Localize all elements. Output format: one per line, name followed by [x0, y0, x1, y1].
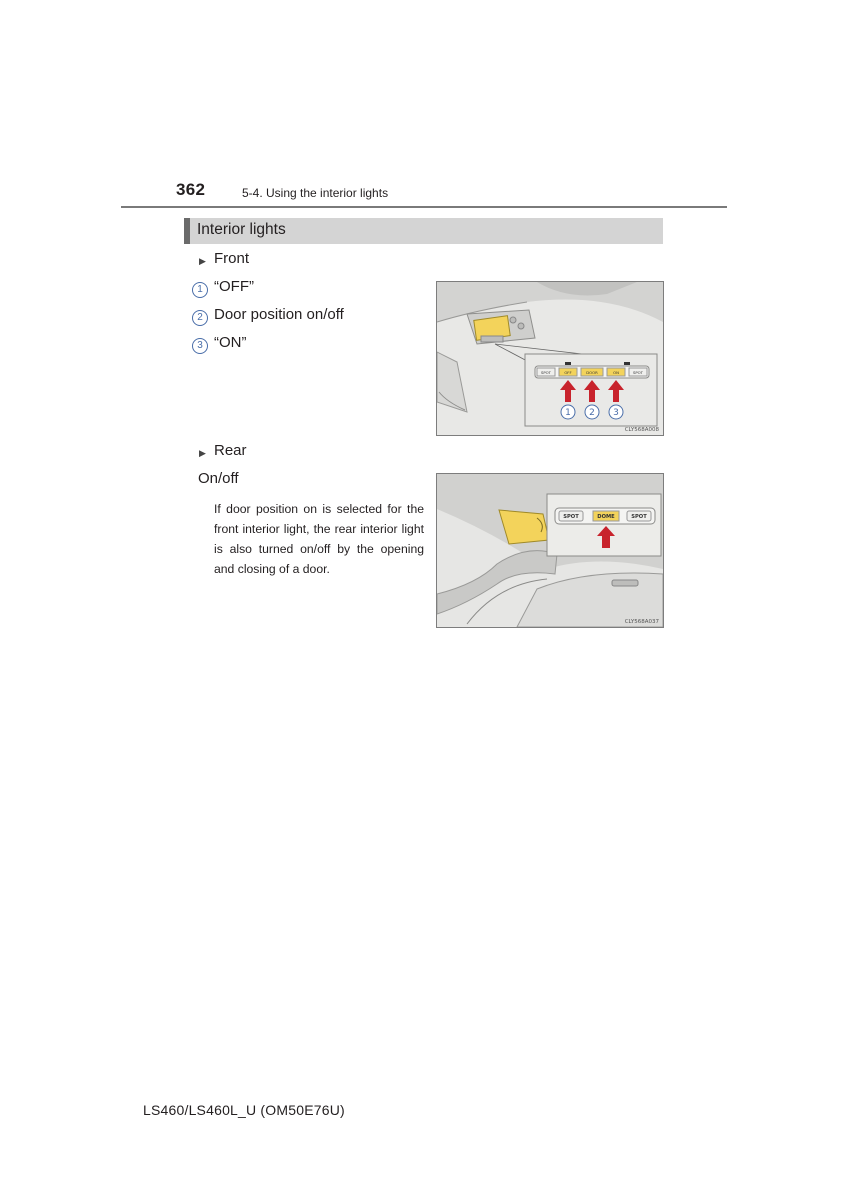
- front-fig-button-off: OFF: [564, 370, 572, 375]
- rear-subheading: On/off: [198, 470, 239, 487]
- page-number: 362: [176, 180, 206, 199]
- bullet-triangle-icon: ▶: [199, 448, 206, 458]
- front-fig-callout-2: 2: [589, 408, 595, 418]
- rear-fig-button-dome: DOME: [597, 514, 615, 520]
- item-off-text: “OFF”: [214, 278, 254, 295]
- front-fig-callout-3: 3: [613, 408, 619, 418]
- front-fig-code: CLY568A008: [624, 427, 659, 433]
- front-label: Front: [214, 250, 250, 267]
- front-light-illustration: [436, 281, 664, 436]
- footer-model-code: LS460/LS460L_U (OM50E76U): [143, 1102, 345, 1118]
- front-fig-callout-1: 1: [565, 408, 571, 418]
- callout-number-2: 2: [192, 310, 208, 326]
- rear-description: If door position on is selected for the front interior light, the rear interior light is also turned on/off by the opening and closing of a door.: [214, 502, 424, 576]
- rear-light-illustration: [436, 473, 664, 628]
- item-door-text: Door position on/off: [214, 306, 344, 323]
- heading-accent-bar: [184, 218, 190, 244]
- header-rule: [121, 206, 727, 208]
- section-title: 5-4. Using the interior lights: [242, 186, 389, 200]
- rear-fig-button-spot-right: SPOT: [631, 514, 647, 520]
- item-on-text: “ON”: [214, 334, 247, 351]
- callout-number-1: 1: [192, 282, 208, 298]
- page-heading: Interior lights: [197, 221, 286, 238]
- front-fig-button-spot-right: SPOT: [632, 370, 644, 375]
- front-fig-button-on: ON: [613, 370, 619, 375]
- front-fig-button-spot-left: SPOT: [540, 370, 552, 375]
- red-arrow-icons: [560, 380, 624, 402]
- rear-fig-button-spot-left: SPOT: [563, 514, 579, 520]
- callout-number-3: 3: [192, 338, 208, 354]
- rear-fig-code: CLY568A037: [624, 619, 659, 625]
- front-fig-button-door: DOOR: [586, 370, 598, 375]
- rear-label: Rear: [214, 442, 247, 459]
- bullet-triangle-icon: ▶: [199, 256, 206, 266]
